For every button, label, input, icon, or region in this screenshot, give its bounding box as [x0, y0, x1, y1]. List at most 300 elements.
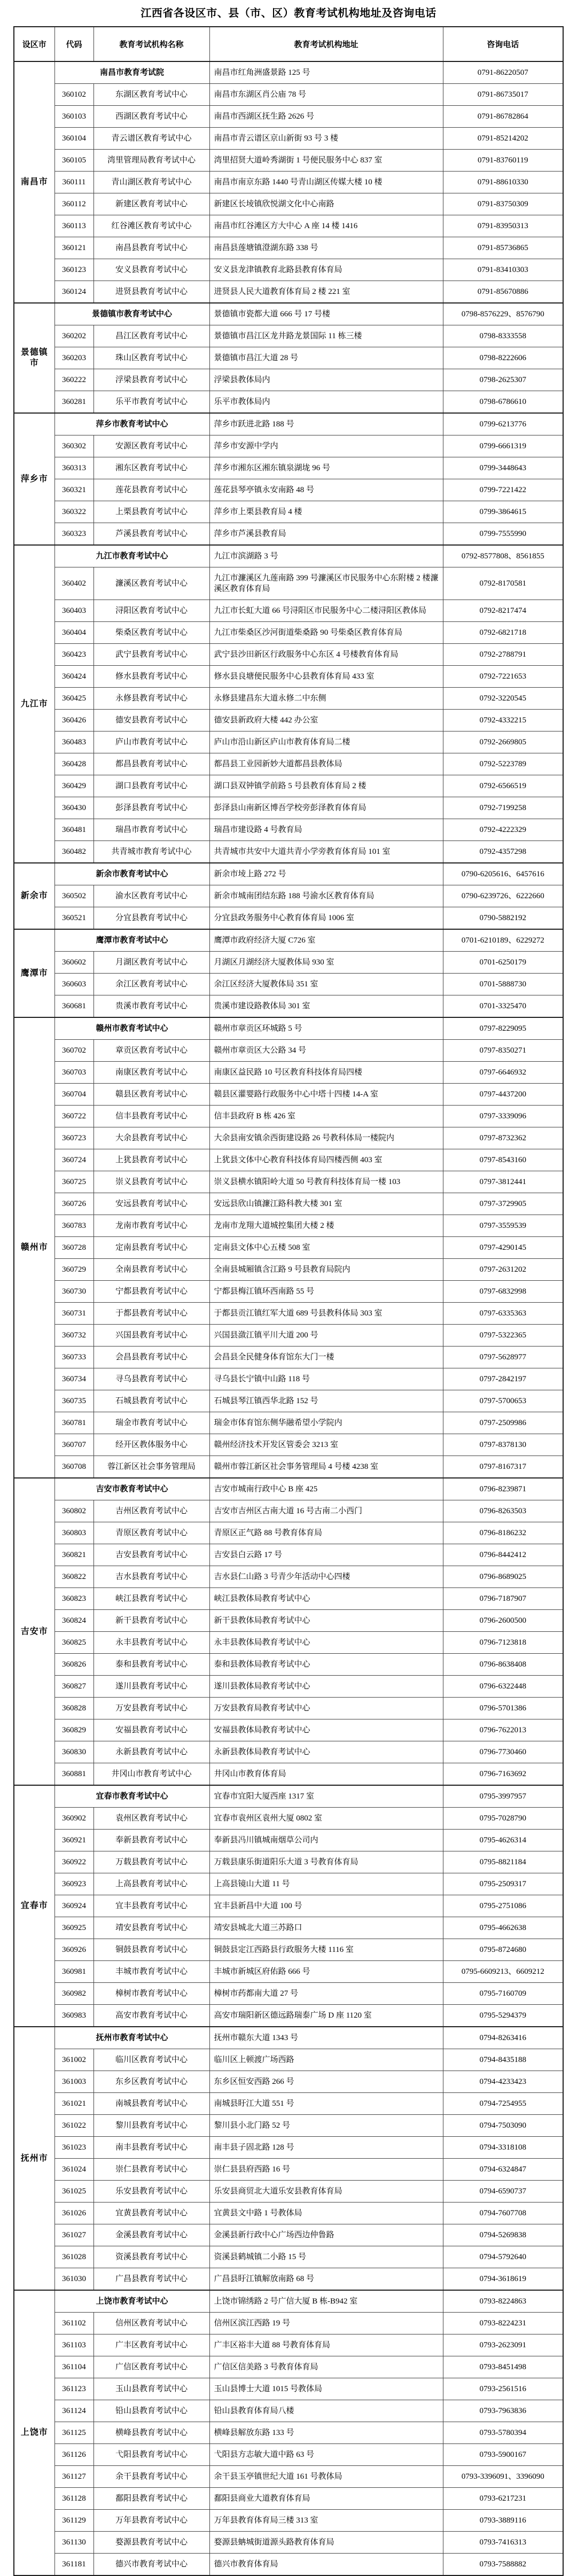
org-address-cell: 广丰区裕丰大道 88 号教育体育局: [209, 2334, 443, 2356]
code-cell: 361130: [54, 2532, 93, 2554]
phone-cell: 0791-86782864: [443, 106, 563, 128]
code-cell: 361128: [54, 2488, 93, 2510]
org-name-cell: 蓉江新区社会事务管理局: [93, 1456, 209, 1478]
table-row: [14, 731, 563, 753]
phone-cell: 0793-2561516: [443, 2378, 563, 2400]
table-row: [14, 215, 563, 237]
org-address-cell: 铅山县教育体育局八楼: [209, 2400, 443, 2422]
org-address-cell: 井冈山市教育体育局: [209, 1763, 443, 1786]
code-cell: 360681: [54, 995, 93, 1018]
table-row: [14, 2071, 563, 2093]
org-address-cell: 南丰县子固北路 128 号: [209, 2137, 443, 2159]
org-name-cell: 赣县区教育考试中心: [93, 1084, 209, 1106]
org-name-cell: 濂溪区教育考试中心: [93, 567, 209, 600]
code-cell: 360726: [54, 1193, 93, 1215]
code-cell: 360735: [54, 1390, 93, 1412]
phone-cell: 0792-7221653: [443, 666, 563, 688]
org-address-cell: 宜春市宜阳大厦西座 1317 室: [209, 1785, 443, 1808]
phone-cell: 0797-8350271: [443, 1040, 563, 1062]
code-cell: 360728: [54, 1237, 93, 1259]
org-name-cell: 章贡区教育考试中心: [93, 1040, 209, 1062]
table-row: [14, 237, 563, 259]
table-row: [14, 2510, 563, 2532]
org-name-cell: 南昌市教育考试院: [54, 61, 209, 84]
org-name-cell: 吉安县教育考试中心: [93, 1544, 209, 1566]
code-cell: 361024: [54, 2159, 93, 2181]
org-name-cell: 新建区教育考试中心: [93, 193, 209, 215]
org-address-cell: 南昌市西湖区抚生路 2626 号: [209, 106, 443, 128]
org-name-cell: 青原区教育考试中心: [93, 1522, 209, 1544]
code-cell: 360103: [54, 106, 93, 128]
table-row: [14, 666, 563, 688]
table-row: [14, 545, 563, 567]
org-address-cell: 南昌县莲塘镇澄湖东路 338 号: [209, 237, 443, 259]
table-row: [14, 974, 563, 995]
code-cell: 360702: [54, 1040, 93, 1062]
org-name-cell: 贵溪市教育考试中心: [93, 995, 209, 1018]
org-name-cell: 袁州区教育考试中心: [93, 1808, 209, 1830]
table-row: [14, 644, 563, 666]
table-row: [14, 1390, 563, 1412]
city-cell: 南昌市: [14, 61, 54, 303]
table-row: [14, 2290, 563, 2313]
table-row: [14, 1456, 563, 1478]
org-address-cell: 广昌县盱江镇解放南路 68 号: [209, 2268, 443, 2291]
code-cell: 360281: [54, 391, 93, 414]
org-address-cell: 吉安市吉州区古南大道 16 号古南二小西门: [209, 1500, 443, 1522]
phone-cell: 0797-6832998: [443, 1281, 563, 1303]
org-name-cell: 万安县教育考试中心: [93, 1698, 209, 1719]
code-cell: 360828: [54, 1698, 93, 1719]
code-cell: 361125: [54, 2422, 93, 2444]
table-row: [14, 775, 563, 797]
org-name-cell: 湾里管理局教育考试中心: [93, 150, 209, 172]
org-address-cell: 宜黄县文中路 1 号教体局: [209, 2203, 443, 2224]
phone-cell: 0797-3559539: [443, 1215, 563, 1237]
org-name-cell: 分宜县教育考试中心: [93, 907, 209, 930]
table-body: [14, 61, 563, 2575]
org-name-cell: 乐平市教育考试中心: [93, 391, 209, 414]
org-address-cell: 峡江县教体局教育考试中心: [209, 1588, 443, 1610]
code-cell: 360824: [54, 1610, 93, 1632]
phone-cell: 0798-8333558: [443, 325, 563, 347]
table-row: [14, 1084, 563, 1106]
org-name-cell: 青山湖区教育考试中心: [93, 172, 209, 193]
org-address-cell: 萍乡市上栗县教育局 4 楼: [209, 501, 443, 523]
org-name-cell: 永新县教育考试中心: [93, 1741, 209, 1763]
org-address-cell: 新余市堎上路 272 号: [209, 863, 443, 885]
phone-cell: 0795-6609213、6609212: [443, 1961, 563, 1983]
org-address-cell: 萍乡市跃进北路 188 号: [209, 413, 443, 435]
phone-cell: 0797-5700653: [443, 1390, 563, 1412]
phone-cell: 0796-8442412: [443, 1544, 563, 1566]
org-name-cell: 安源区教育考试中心: [93, 435, 209, 457]
phone-cell: 0795-8724680: [443, 1939, 563, 1961]
org-address-cell: 余干县玉亭镇世纪大道 161 号教体局: [209, 2466, 443, 2488]
org-address-cell: 萍乡市芦溪县教育局: [209, 523, 443, 546]
code-cell: 360302: [54, 435, 93, 457]
phone-cell: 0798-2625307: [443, 369, 563, 391]
table-row: [14, 1873, 563, 1895]
table-row: [14, 863, 563, 885]
org-name-cell: 广昌县教育考试中心: [93, 2268, 209, 2291]
table-row: [14, 1412, 563, 1434]
org-name-cell: 奉新县教育考试中心: [93, 1830, 209, 1851]
code-cell: 360922: [54, 1851, 93, 1873]
code-cell: 360725: [54, 1171, 93, 1193]
org-address-cell: 分宜县政务服务中心教育体育局 1006 室: [209, 907, 443, 930]
code-cell: 361181: [54, 2554, 93, 2576]
table-row: [14, 1588, 563, 1610]
city-cell: 赣州市: [14, 1017, 54, 1478]
phone-cell: 0796-5701386: [443, 1698, 563, 1719]
code-cell: 360734: [54, 1368, 93, 1390]
org-name-cell: 寻乌县教育考试中心: [93, 1368, 209, 1390]
org-address-cell: 德安县新政府大楼 442 办公室: [209, 710, 443, 731]
table-row: [14, 1522, 563, 1544]
org-address-cell: 全南县城厢镇含江路 9 号县教育局院内: [209, 1259, 443, 1281]
table-row: [14, 347, 563, 369]
org-address-cell: 南昌市南京东路 1440 号青山湖区传媒大楼 10 楼: [209, 172, 443, 193]
org-address-cell: 瑞金市体育馆东侧华融希望小学院内: [209, 1412, 443, 1434]
header-org-name: 教育考试机构名称: [93, 27, 209, 61]
phone-cell: 0792-7199258: [443, 797, 563, 819]
phone-cell: 0799-7221422: [443, 479, 563, 501]
phone-cell: 0791-86735017: [443, 84, 563, 106]
table-row: [14, 1698, 563, 1719]
phone-cell: 0796-7730460: [443, 1741, 563, 1763]
table-row: [14, 1281, 563, 1303]
org-name-cell: 崇仁县教育考试中心: [93, 2159, 209, 2181]
table-row: [14, 106, 563, 128]
code-cell: 360602: [54, 952, 93, 974]
city-cell: 宜春市: [14, 1785, 54, 2027]
org-address-cell: 湾里招贤大道岭秀湖街 1 号便民服务中心 837 室: [209, 150, 443, 172]
phone-cell: 0796-6322448: [443, 1676, 563, 1698]
table-row: [14, 1544, 563, 1566]
code-cell: 360403: [54, 600, 93, 622]
org-name-cell: 玉山县教育考试中心: [93, 2378, 209, 2400]
code-cell: 360603: [54, 974, 93, 995]
org-address-cell: 金溪县新行政中心广场西边仲鲁路: [209, 2224, 443, 2246]
phone-cell: 0795-7160709: [443, 1983, 563, 2005]
org-name-cell: 吉水县教育考试中心: [93, 1566, 209, 1588]
org-address-cell: 安福县教体局教育考试中心: [209, 1719, 443, 1741]
org-address-cell: 永新县教体局教育考试中心: [209, 1741, 443, 1763]
org-address-cell: 景德镇市昌江大道 28 号: [209, 347, 443, 369]
code-cell: 360404: [54, 622, 93, 644]
code-cell: 360783: [54, 1215, 93, 1237]
org-address-cell: 九江市濂溪区九莲南路 399 号濂溪区市民服务中心东附楼 2 楼濂溪区教育体育局: [209, 567, 443, 600]
code-cell: 360481: [54, 819, 93, 841]
org-address-cell: 南昌市青云谱区京山新街 93 号 3 楼: [209, 128, 443, 150]
org-address-cell: 新余市城南团结东路 188 号渝水区教育体育局: [209, 885, 443, 907]
phone-cell: 0794-7503090: [443, 2115, 563, 2137]
org-name-cell: 新干县教育考试中心: [93, 1610, 209, 1632]
phone-cell: 0796-7123818: [443, 1632, 563, 1654]
org-address-cell: 寻乌县长宁镇中山路 118 号: [209, 1368, 443, 1390]
table-row: [14, 2203, 563, 2224]
code-cell: 361126: [54, 2444, 93, 2466]
org-name-cell: 东乡区教育考试中心: [93, 2071, 209, 2093]
code-cell: 360424: [54, 666, 93, 688]
org-address-cell: 新干县教体局教育考试中心: [209, 1610, 443, 1632]
org-address-cell: 黎川县小北门路 52 号: [209, 2115, 443, 2137]
code-cell: 360724: [54, 1149, 93, 1171]
table-row: [14, 2246, 563, 2268]
org-address-cell: 进贤县人民大道教育体育局 2 楼 221 室: [209, 281, 443, 303]
code-cell: 360925: [54, 1917, 93, 1939]
org-name-cell: 婺源县教育考试中心: [93, 2532, 209, 2554]
org-name-cell: 大余县教育考试中心: [93, 1127, 209, 1149]
code-cell: 361003: [54, 2071, 93, 2093]
org-address-cell: 崇仁县县府西路 16 号: [209, 2159, 443, 2181]
code-cell: 361023: [54, 2137, 93, 2159]
phone-cell: 0793-3889116: [443, 2510, 563, 2532]
phone-cell: 0793-5900167: [443, 2444, 563, 2466]
org-name-cell: 修水县教育考试中心: [93, 666, 209, 688]
org-name-cell: 芦溪县教育考试中心: [93, 523, 209, 546]
table-row: [14, 1500, 563, 1522]
org-name-cell: 弋阳县教育考试中心: [93, 2444, 209, 2466]
org-address-cell: 永丰县教体局教育考试中心: [209, 1632, 443, 1654]
code-cell: 360732: [54, 1325, 93, 1347]
code-cell: 360521: [54, 907, 93, 930]
code-cell: 360926: [54, 1939, 93, 1961]
org-address-cell: 新建区长堎镇欣悦湖文化中心南路: [209, 193, 443, 215]
org-address-cell: 都昌县工业园新妙大道都昌县教体局: [209, 753, 443, 775]
phone-cell: 0792-8577808、8561855: [443, 545, 563, 567]
phone-cell: 0790-6205616、6457616: [443, 863, 563, 885]
phone-cell: 0797-8378130: [443, 1434, 563, 1456]
city-cell: 鹰潭市: [14, 929, 54, 1017]
org-address-cell: 赣县区灌婴路行政服务中心中塔十四楼 14-A 室: [209, 1084, 443, 1106]
org-address-cell: 樟树市药都南大道 27 号: [209, 1983, 443, 2005]
phone-cell: 0797-8229095: [443, 1017, 563, 1040]
phone-cell: 0792-5223789: [443, 753, 563, 775]
phone-cell: 0793-8224863: [443, 2290, 563, 2313]
table-row: [14, 1237, 563, 1259]
city-cell: 景德镇市: [14, 303, 54, 413]
table-row: [14, 1763, 563, 1786]
phone-cell: 0797-4437200: [443, 1084, 563, 1106]
table-row: [14, 841, 563, 863]
code-cell: 360731: [54, 1303, 93, 1325]
code-cell: 361127: [54, 2466, 93, 2488]
phone-cell: 0795-5294379: [443, 2005, 563, 2027]
city-cell: 新余市: [14, 863, 54, 929]
phone-cell: 0794-8263416: [443, 2027, 563, 2049]
code-cell: 360983: [54, 2005, 93, 2027]
code-cell: 360729: [54, 1259, 93, 1281]
org-name-cell: 安福县教育考试中心: [93, 1719, 209, 1741]
org-name-cell: 浮梁县教育考试中心: [93, 369, 209, 391]
org-name-cell: 宜丰县教育考试中心: [93, 1895, 209, 1917]
phone-cell: 0793-8224231: [443, 2313, 563, 2334]
org-name-cell: 信丰县教育考试中心: [93, 1106, 209, 1127]
org-address-cell: 兴国县潋江镇平川大道 200 号: [209, 1325, 443, 1347]
org-name-cell: 德安县教育考试中心: [93, 710, 209, 731]
code-cell: 360981: [54, 1961, 93, 1983]
phone-cell: 0795-2509317: [443, 1873, 563, 1895]
table-row: [14, 2466, 563, 2488]
org-name-cell: 柴桑区教育考试中心: [93, 622, 209, 644]
phone-cell: 0797-3812441: [443, 1171, 563, 1193]
org-address-cell: 九江市柴桑区沙河街道柴桑路 90 号柴桑区教育体育局: [209, 622, 443, 644]
org-name-cell: 峡江县教育考试中心: [93, 1588, 209, 1610]
org-address-cell: 宁都县梅江镇环西南路 55 号: [209, 1281, 443, 1303]
phone-cell: 0795-4626314: [443, 1830, 563, 1851]
table-row: [14, 1830, 563, 1851]
org-address-cell: 信州区滨江西路 19 号: [209, 2313, 443, 2334]
org-address-cell: 泰和县教体局教育考试中心: [209, 1654, 443, 1676]
org-name-cell: 萍乡市教育考试中心: [54, 413, 209, 435]
table-row: [14, 995, 563, 1018]
org-name-cell: 石城县教育考试中心: [93, 1390, 209, 1412]
code-cell: 360313: [54, 457, 93, 479]
table-row: [14, 710, 563, 731]
org-name-cell: 井冈山市教育考试中心: [93, 1763, 209, 1786]
table-row: [14, 1062, 563, 1084]
code-cell: 360429: [54, 775, 93, 797]
org-address-cell: 萍乡市湘东区湘东镇泉湖垅 96 号: [209, 457, 443, 479]
table-row: [14, 1017, 563, 1040]
org-name-cell: 武宁县教育考试中心: [93, 644, 209, 666]
org-address-cell: 共青城市共安中大道共青小学旁教育体育局 101 室: [209, 841, 443, 863]
phone-cell: 0791-85214202: [443, 128, 563, 150]
table-row: [14, 523, 563, 546]
org-address-cell: 东乡区恒安西路 266 号: [209, 2071, 443, 2093]
phone-cell: 0796-7187907: [443, 1588, 563, 1610]
table-row: [14, 2093, 563, 2115]
phone-cell: 0795-4662638: [443, 1917, 563, 1939]
phone-cell: 0799-3864615: [443, 501, 563, 523]
code-cell: 360124: [54, 281, 93, 303]
org-address-cell: 景德镇市昌江区龙井路龙景国际 11 栋三楼: [209, 325, 443, 347]
phone-cell: 0791-85670886: [443, 281, 563, 303]
table-row: [14, 84, 563, 106]
phone-cell: 0794-6590737: [443, 2181, 563, 2203]
table-row: [14, 1676, 563, 1698]
code-cell: 361123: [54, 2378, 93, 2400]
code-cell: 360730: [54, 1281, 93, 1303]
org-address-cell: 鹰潭市政府经济大厦 C726 室: [209, 929, 443, 952]
org-address-cell: 德兴市教育体育局: [209, 2554, 443, 2576]
code-cell: 360483: [54, 731, 93, 753]
header-row: [14, 27, 563, 61]
code-cell: 361028: [54, 2246, 93, 2268]
phone-cell: 0794-7254955: [443, 2093, 563, 2115]
org-name-cell: 浔阳区教育考试中心: [93, 600, 209, 622]
table-row: [14, 753, 563, 775]
org-address-cell: 修水县良塘便民服务中心县教育体育局 433 室: [209, 666, 443, 688]
table-row: [14, 325, 563, 347]
code-cell: 360121: [54, 237, 93, 259]
phone-cell: 0799-7555990: [443, 523, 563, 546]
phone-cell: 0795-3997957: [443, 1785, 563, 1808]
phone-cell: 0794-3618619: [443, 2268, 563, 2291]
table-row: [14, 2224, 563, 2246]
org-name-cell: 宜春市教育考试中心: [54, 1785, 209, 1808]
org-name-cell: 樟树市教育考试中心: [93, 1983, 209, 2005]
org-name-cell: 会昌县教育考试中心: [93, 1347, 209, 1368]
table-row: [14, 61, 563, 84]
org-name-cell: 定南县教育考试中心: [93, 1237, 209, 1259]
org-address-cell: 会昌县全民健身体育馆东大门一楼: [209, 1347, 443, 1368]
org-name-cell: 共青城市教育考试中心: [93, 841, 209, 863]
code-cell: 360723: [54, 1127, 93, 1149]
table-row: [14, 2181, 563, 2203]
phone-cell: 0794-5792640: [443, 2246, 563, 2268]
org-name-cell: 鹰潭市教育考试中心: [54, 929, 209, 952]
org-address-cell: 南昌市东湖区肖公庙 78 号: [209, 84, 443, 106]
code-cell: 360203: [54, 347, 93, 369]
org-name-cell: 上饶市教育考试中心: [54, 2290, 209, 2313]
table-row: [14, 600, 563, 622]
org-address-cell: 彭泽县山南新区博吾学校旁彭泽教育体育局: [209, 797, 443, 819]
phone-cell: 0791-83750309: [443, 193, 563, 215]
table-row: [14, 1895, 563, 1917]
code-cell: 360722: [54, 1106, 93, 1127]
code-cell: 360113: [54, 215, 93, 237]
phone-cell: 0797-2842197: [443, 1368, 563, 1390]
org-address-cell: 莲花县琴亭镇永安南路 48 号: [209, 479, 443, 501]
code-cell: 360426: [54, 710, 93, 731]
code-cell: 360222: [54, 369, 93, 391]
phone-cell: 0797-2509986: [443, 1412, 563, 1434]
code-cell: 361025: [54, 2181, 93, 2203]
org-name-cell: 靖安县教育考试中心: [93, 1917, 209, 1939]
header-org-address: 教育考试机构地址: [209, 27, 443, 61]
table-row: [14, 413, 563, 435]
org-address-cell: 吉安县白云路 17 号: [209, 1544, 443, 1566]
table-row: [14, 1851, 563, 1873]
org-address-cell: 庐山市沿山新区庐山市教育体育局二楼: [209, 731, 443, 753]
org-address-cell: 赣州市章贡区大公路 34 号: [209, 1040, 443, 1062]
table-row: [14, 1259, 563, 1281]
org-name-cell: 遂川县教育考试中心: [93, 1676, 209, 1698]
phone-cell: 0798-8576229、8576790: [443, 303, 563, 325]
org-name-cell: 广信区教育考试中心: [93, 2356, 209, 2378]
phone-cell: 0792-4357298: [443, 841, 563, 863]
code-cell: 360982: [54, 1983, 93, 2005]
table-row: [14, 622, 563, 644]
org-name-cell: 新余市教育考试中心: [54, 863, 209, 885]
org-name-cell: 余干县教育考试中心: [93, 2466, 209, 2488]
org-name-cell: 抚州市教育考试中心: [54, 2027, 209, 2049]
code-cell: 360430: [54, 797, 93, 819]
table-row: [14, 2159, 563, 2181]
phone-cell: 0797-4290145: [443, 1237, 563, 1259]
table-row: [14, 2422, 563, 2444]
org-name-cell: 永修县教育考试中心: [93, 688, 209, 710]
table-row: [14, 1610, 563, 1632]
org-name-cell: 永丰县教育考试中心: [93, 1632, 209, 1654]
code-cell: 361030: [54, 2268, 93, 2291]
org-name-cell: 广丰区教育考试中心: [93, 2334, 209, 2356]
org-name-cell: 庐山市教育考试中心: [93, 731, 209, 753]
org-address-cell: 万年县教育体育局三楼 313 室: [209, 2510, 443, 2532]
org-address-cell: 九江市滨湖路 3 号: [209, 545, 443, 567]
table-row: [14, 1917, 563, 1939]
phone-cell: 0797-5322365: [443, 1325, 563, 1347]
phone-cell: 0792-6821718: [443, 622, 563, 644]
phone-cell: 0792-4222329: [443, 819, 563, 841]
table-row: [14, 435, 563, 457]
org-address-cell: 铜鼓县定江西路县行政服务大楼 1116 室: [209, 1939, 443, 1961]
org-name-cell: 南城县教育考试中心: [93, 2093, 209, 2115]
table-row: [14, 2115, 563, 2137]
